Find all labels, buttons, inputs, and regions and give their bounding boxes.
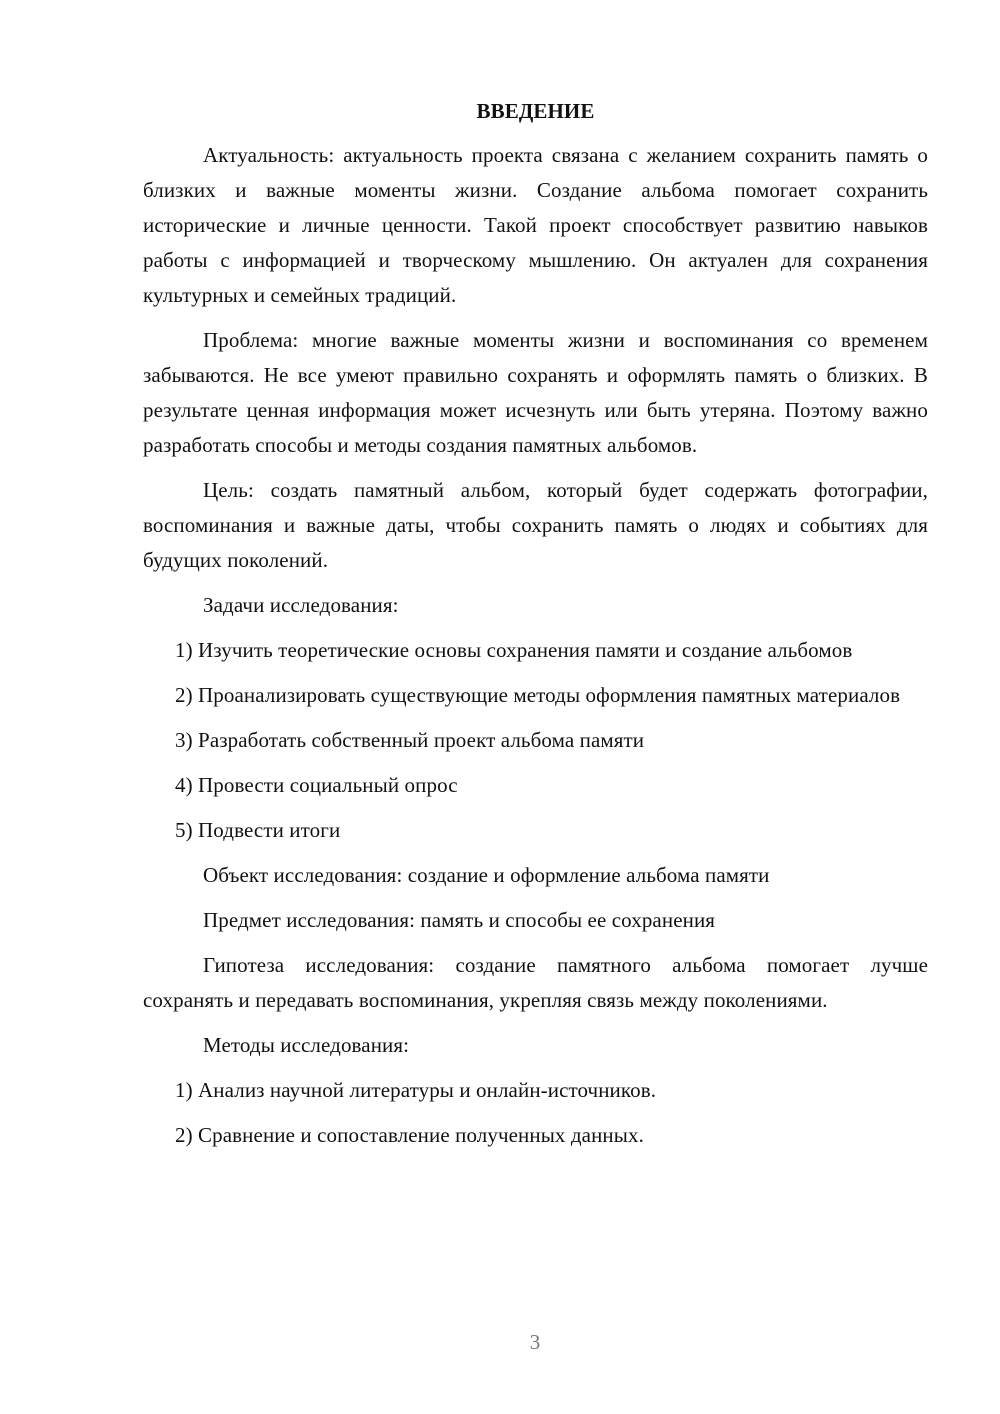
task-item-3: 3) Разработать собственный проект альбома памяти	[175, 728, 645, 752]
page-number: 3	[529, 1330, 541, 1354]
task-item-4: 4) Провести социальный опрос	[175, 773, 458, 797]
problem-paragraph: Проблема: многие важные моменты жизни и воспоминания со временем забываются. Не все умеют правильно сохранять и оформлять память о близких. В результате ценная информация может исчезнуть или быть утеряна. Поэтому важно разработать способы и методы создания памятных альбомов.	[143, 328, 928, 457]
relevance-paragraph: Актуальность: актуальность проекта связана с желанием сохранить память о близких и важные моменты жизни. Создание альбома помогает сохранить исторические и личные ценности. Такой проект способствует развитию навыков работы с информацией и творческому мышлению. Он актуален для сохранения культурных и семейных традиций.	[143, 143, 928, 307]
methods-heading: Методы исследования:	[203, 1033, 410, 1057]
hypothesis-paragraph: Гипотеза исследования: создание памятного альбома помогает лучше сохранять и передавать воспоминания, укрепляя связь между поколениями.	[143, 953, 928, 1012]
task-item-1: 1) Изучить теоретические основы сохранения памяти и создание альбомов	[175, 638, 853, 662]
object-paragraph: Объект исследования: создание и оформление альбома памяти	[203, 863, 770, 887]
method-item-2: 2) Сравнение и сопоставление полученных данных.	[175, 1123, 644, 1147]
tasks-heading: Задачи исследования:	[203, 593, 399, 617]
task-item-5: 5) Подвести итоги	[175, 818, 341, 842]
goal-paragraph: Цель: создать памятный альбом, который будет содержать фотографии, воспоминания и важные даты, чтобы сохранить память о людях и событиях для будущих поколений.	[143, 478, 928, 572]
section-title: ВВЕДЕНИЕ	[476, 99, 595, 123]
task-item-2: 2) Проанализировать существующие методы оформления памятных материалов	[175, 683, 901, 707]
method-item-1: 1) Анализ научной литературы и онлайн-источников.	[175, 1078, 657, 1102]
subject-paragraph: Предмет исследования: память и способы ее сохранения	[203, 908, 716, 932]
page-content	[143, 96, 928, 1163]
